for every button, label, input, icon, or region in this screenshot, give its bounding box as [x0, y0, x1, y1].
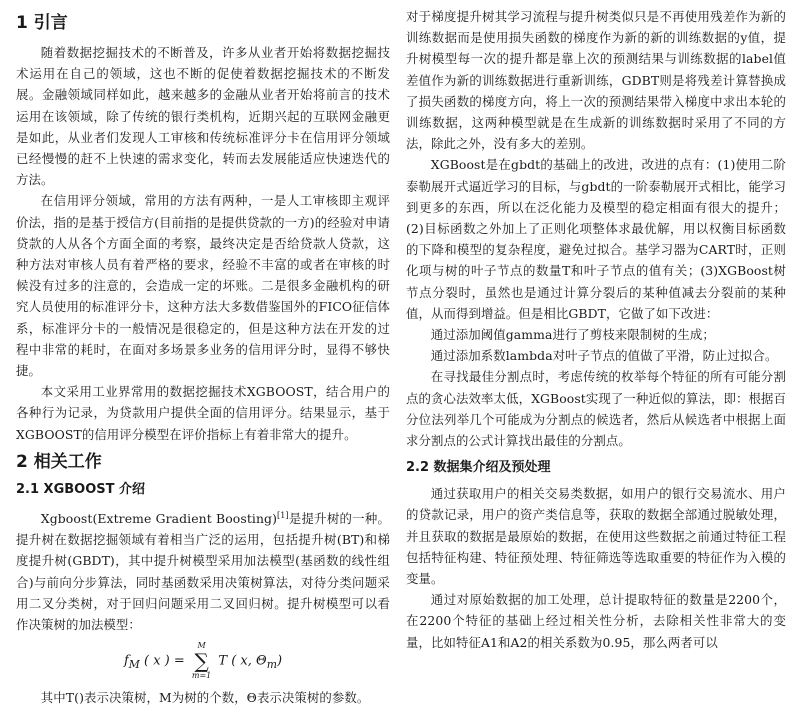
gbdt-paragraph: 对于梯度提升树其学习流程与提升树类似只是不再使用残差作为新的训练数据而是使用损失函数的梯度作为新的新的训练数据的y值，提升树模型每一次的提升都是靠上次的预测结果与训练数据的label值差值作为新的训练数据进行重新训练，GDBT则是将残差计算替换成了损失函数的梯度方向，将上一次的预测结果带入梯度中求出本轮的训练数据，这两种模型就是在生成新的训练数据时采用了不同的方法，除此之外，没有多大的差别。 — [406, 9, 786, 152]
section-2-2-title: 2.2 数据集介绍及预处理 — [406, 460, 551, 476]
formula-rhs-end: ) — [276, 653, 283, 669]
formula-rhs-sub: m — [266, 658, 277, 672]
formula-lhs: f — [123, 653, 129, 669]
xgboost-improvements-paragraph: XGBoost是在gbdt的基础上的改进，改进的点有：(1)使用二阶泰勒展开式逼近学习的目标，与gbdt的一阶泰勒展开式相比，能学习到更多的东西，所以在泛化能力及模型的稳定相面有很大的提升；(2)目标函数之外加上了正则化项整体求最优解，用以权衡目标函数的下降和模型的复杂程度，避免过拟合。基学习器为CART时，正则化项与树的叶子节点的数量T和叶子节点的值有关；(3)XGBoost树节点分裂时，虽然也是通过计算分裂后的某种值减去分裂前的某种值，从而得到增益。但是相比GBDT，它做了如下改进： — [406, 157, 786, 321]
section-1-title: 1 引言 — [16, 13, 68, 33]
citation-ref: [1] — [277, 510, 289, 520]
improvement-gamma: 通过添加阈值gamma进行了剪枝来限制树的生成； — [430, 327, 715, 343]
xgboost-intro-lead: Xgboost(Extreme Gradient Boosting) — [40, 510, 278, 526]
xgboost-intro-body: 是提升树的一种。提升树在数据挖掘领域有着相当广泛的运用，包括提升树(BT)和梯度提升树(GBDT)，其中提升树模型采用加法模型(基函数的线性组合)与前向分步算法，同时基函数采用决策树算法，对待分类问题采用二叉分类树，对于回归问题采用二叉回归树。提升树模型可以看作决策树的加法模型： — [16, 510, 390, 632]
section-2-title: 2 相关工作 — [16, 451, 102, 472]
xgboost-intro-paragraph — [16, 505, 390, 635]
dataset-paragraph-1: 通过获取用户的相关交易类数据，如用户的银行交易流水、用户的贷款记录，用户的资产类信息等，获取的数据全部通过脱敏处理，并且获取的数据是最原始的数据，在使用这些数据之前通过特征工程包括特征构建、特征预处理、特征筛选等选取重要的特征作为入模的变量。 — [406, 486, 786, 587]
intro-paragraph-1: 随着数据挖掘技术的不断普及，许多从业者开始将数据挖掘技术运用在自己的领域，这也不断的促使着数据挖掘技术的不断发展。金融领域同样如此，越来越多的金融从业者开始将前言的技术运用在该领域，除了传统的银行类机构，近期兴起的互联网金融更是如此，从业者们发现人工审核和传统标准评分卡在信用评分领域已经慢慢的赶不上快速的需求变化，转而去发展能适应快速迭代的方法。 — [16, 45, 390, 188]
right-column — [406, 6, 786, 705]
intro-paragraph-2: 在信用评分领域，常用的方法有两种，一是人工审核即主观评价法，指的是基于授信方(目前指的是提供贷款的一方)的经验对申请贷款的人从各个方面全面的考察，最终决定是否给贷款人贷款，这种方法对审核人员有着严格的要求，经验不丰富的或者在审核的时候没有过多的注意的，会造成一定的坏账。二是很多金融机构的研究人员使用的标准评分卡，这种方法大多数借鉴国外的FICO征信体系，标准评分卡的一般情况是很稳定的，但是这种方法在开发的过程中非常的耗时，在面对多场景多业务的信用评分时，显得不够快捷。 — [16, 193, 390, 379]
sum-upper-limit: M — [197, 641, 206, 651]
formula-rhs: T ( x, Θ — [218, 653, 267, 669]
sigma-icon: ∑ — [194, 649, 209, 674]
additive-model-formula — [16, 641, 390, 681]
intro-paragraph-3: 本文采用工业界常用的数据挖掘技术XGBOOST，结合用户的各种行为记录，为贷款用户提供全面的信用评分。结果显示，基于XGBOOST的信用评分模型在评价指标上有着非常大的提升。 — [16, 384, 390, 442]
formula-lhs-sub: M — [128, 658, 140, 672]
left-column — [16, 6, 390, 705]
improvement-lambda: 通过添加系数lambda对叶子节点的值做了平滑，防止过拟合。 — [430, 348, 778, 364]
split-point-paragraph: 在寻找最佳分割点时，考虑传统的枚举每个特征的所有可能分割点的贪心法效率太低，XGBoost实现了一种近似的算法，即：根据百分位法列举几个可能成为分割点的候选者，然后从候选者中根据上面求分割点的公式计算找出最佳的分割点。 — [406, 369, 786, 449]
dataset-paragraph-2: 通过对原始数据的加工处理，总计提取特征的数量是2200个，在2200个特征的基础上经过相关性分析，去除相关性非常大的变量，比如特征A1和A2的相关系数为0.95，那么两者可以 — [406, 592, 786, 650]
section-2-1-title: 2.1 XGBOOST 介绍 — [16, 481, 146, 497]
sum-lower-limit: m=1 — [191, 671, 212, 681]
formula-explanation: 其中T()表示决策树，M为树的个数，Θ表示决策树的参数。 — [40, 690, 370, 705]
summation-symbol — [192, 641, 211, 681]
formula-lhs-arg: ( x ) = — [143, 653, 185, 669]
